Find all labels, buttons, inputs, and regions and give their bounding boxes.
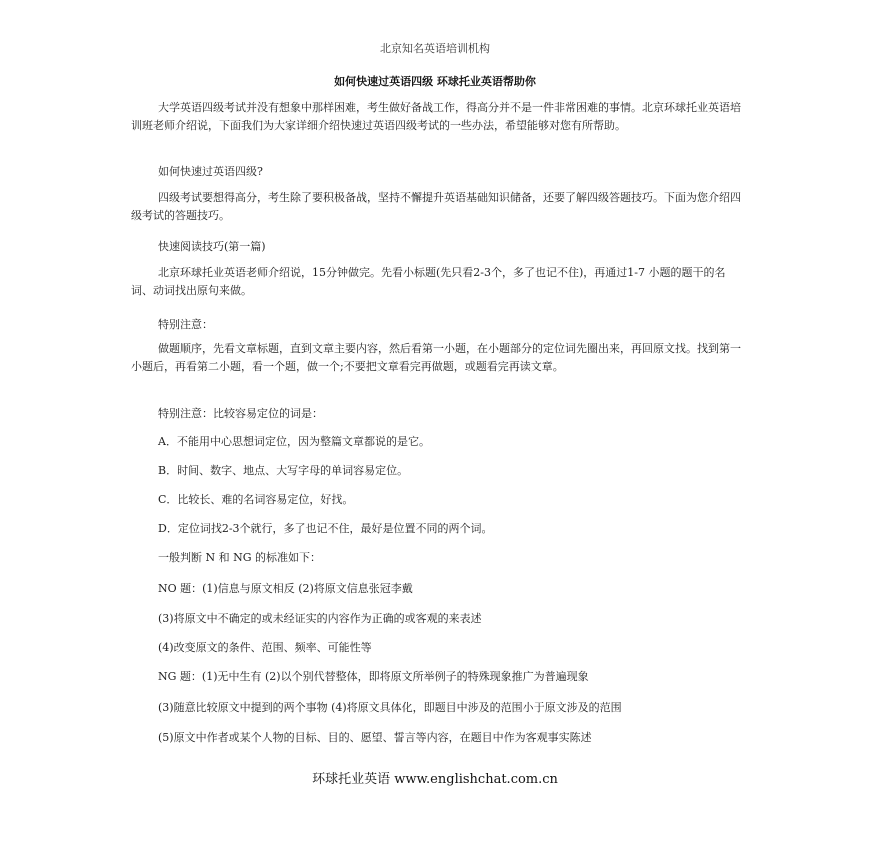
page-header: 北京知名英语培训机构 — [380, 42, 490, 55]
heading-special-note: 特别注意： — [158, 318, 213, 331]
heading-easy-locate: 特别注意：比较容易定位的词是： — [158, 407, 323, 420]
list-item-a: A．不能用中心思想词定位，因为整篇文章都说的是它。 — [158, 435, 430, 448]
page-footer: 环球托业英语 www.englishchat.com.cn — [312, 772, 558, 787]
no-item-4: (4)改变原文的条件、范围、频率、可能性等 — [158, 641, 372, 654]
paragraph-tips-intro: 四级考试要想得高分，考生除了要积极备战，坚持不懈提升英语基础知识储备，还要了解四级答题技巧。下面为您介绍四级考试的答题技巧。 — [131, 191, 741, 222]
no-item-3: (3)将原文中不确定的或未经证实的内容作为正确的或客观的来表述 — [158, 612, 482, 625]
paragraph-intro: 大学英语四级考试并没有想象中那样困难，考生做好备战工作，得高分并不是一件非常困难的事情。北京环球托业英语培训班老师介绍说，下面我们为大家详细介绍快速过英语四级考试的一些办法，希望能够对您有所帮助。 — [131, 101, 741, 132]
no-item-1: NO 题：(1)信息与原文相反 (2)将原文信息张冠李戴 — [158, 582, 413, 595]
document-title: 如何快速过英语四级 环球托业英语帮助你 — [334, 75, 536, 88]
heading-how-to-pass: 如何快速过英语四级? — [158, 165, 263, 178]
ng-item-5: (5)原文中作者或某个人物的目标、目的、愿望、誓言等内容，在题目中作为客观事实陈述 — [158, 731, 592, 744]
paragraph-fast-reading: 北京环球托业英语老师介绍说，15分钟做完。先看小标题(先只看2-3个，多了也记不住)，再通过1-7 小题的题干的名词、动词找出原句来做。 — [131, 266, 726, 297]
ng-item-1: NG 题：(1)无中生有 (2)以个别代替整体，即将原文所举例子的特殊现象推广为普遍现象 — [158, 670, 589, 683]
heading-fast-reading: 快速阅读技巧(第一篇) — [158, 240, 266, 253]
heading-judgement: 一般判断 N 和 NG 的标准如下： — [158, 551, 322, 564]
paragraph-order: 做题顺序，先看文章标题，直到文章主要内容，然后看第一小题，在小题部分的定位词先圈出来，再回原文找。找到第一小题后，再看第二小题，看一个题，做一个;不要把文章看完再做题，或题看完再读文章。 — [131, 342, 741, 373]
ng-item-3: (3)随意比较原文中提到的两个事物 (4)将原文具体化，即题目中涉及的范围小于原文涉及的范围 — [158, 701, 622, 714]
list-item-c: C．比较长、难的名词容易定位，好找。 — [158, 493, 354, 506]
list-item-d: D．定位词找2-3个就行，多了也记不住，最好是位置不同的两个词。 — [158, 522, 493, 535]
list-item-b: B．时间、数字、地点、大写字母的单词容易定位。 — [158, 464, 409, 477]
